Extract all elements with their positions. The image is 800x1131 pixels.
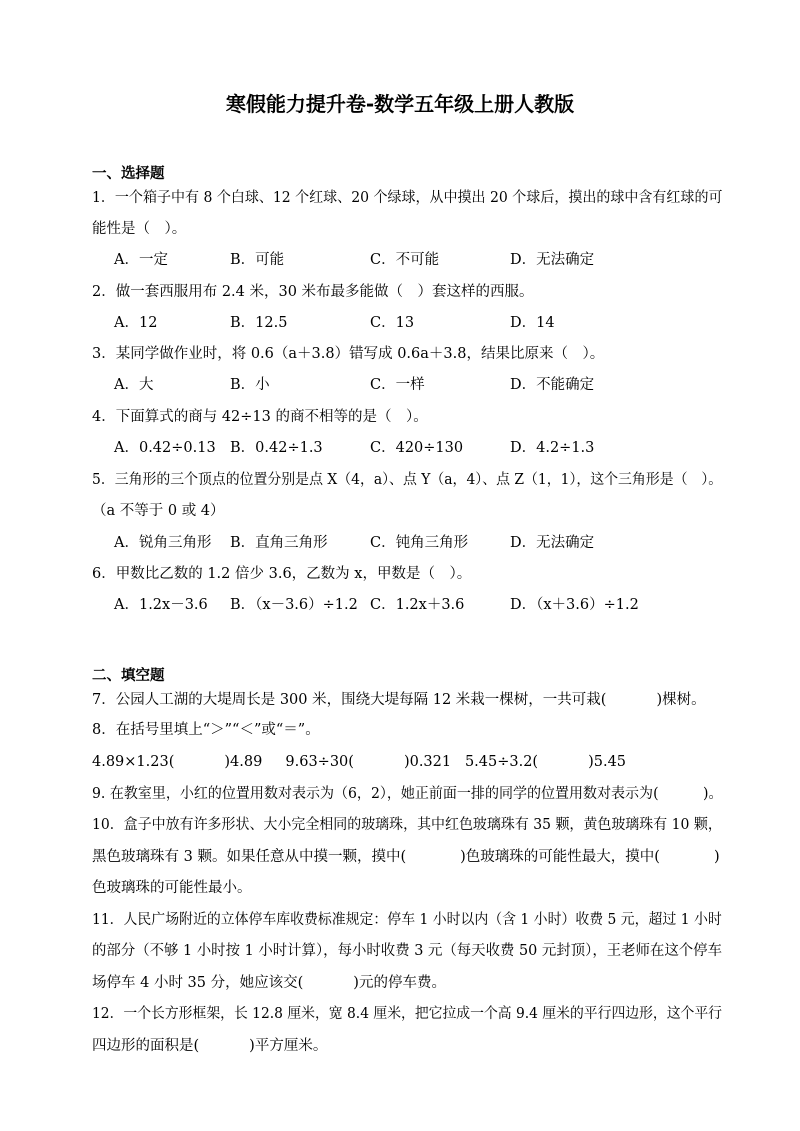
option-d: D．无法确定 <box>510 252 595 268</box>
option-c: C．一样 <box>370 377 425 393</box>
option-b: B．小 <box>230 377 270 393</box>
option-a: A．锐角三角形 <box>114 535 212 551</box>
section-heading-fill-in: 二、填空题 <box>92 668 165 684</box>
question-11-line-3 <box>92 973 722 993</box>
option-b: B．0.42÷1.3 <box>230 440 323 456</box>
question-9-text: 9. 在教室里，小红的位置用数对表示为（6，2），她正前面一排的同学的位置用数对表示为( <box>92 786 659 802</box>
option-b: B．可能 <box>230 252 285 268</box>
question-1-line-2: 能性是（ ）。 <box>92 221 187 237</box>
option-b: B．直角三角形 <box>230 535 328 551</box>
question-5-line-1: 5．三角形的三个顶点的位置分别是点 X（4，a）、点 Y（a，4）、点 Z（1，1），这个三角形是（ ）。 <box>92 472 723 488</box>
question-10-line-3: 色玻璃珠的可能性最小。 <box>92 880 252 896</box>
option-c: C．420÷130 <box>370 440 464 456</box>
section-heading-choice: 一、选择题 <box>92 166 165 182</box>
expression-2-end: )0.321 <box>403 754 452 770</box>
option-d: D．14 <box>510 315 555 331</box>
question-2-line-1: 2．做一套西服用布 2.4 米，30 米布最多能做（ ）套这样的西服。 <box>92 284 534 300</box>
question-12-line-1: 12．一个长方形框架，长 12.8 厘米，宽 8.4 厘米，把它拉成一个高 9.4 厘米的平行四边形，这个平行 <box>92 1006 723 1022</box>
option-d: D．不能确定 <box>510 377 595 393</box>
question-7-text: 7．公园人工湖的大堤周长是 300 米，围绕大堤每隔 12 米栽一棵树，一共可栽( <box>92 692 607 708</box>
question-11-line-2: 的部分（不够 1 小时按 1 小时计算），每小时收费 3 元（每天收费 50 元封顶），王老师在这个停车 <box>92 943 723 959</box>
expression-1: 4.89×1.23( <box>92 754 175 770</box>
question-10-line-1: 10．盒子中放有许多形状、大小完全相同的玻璃珠，其中红色玻璃珠有 35 颗，黄色玻璃珠有 10 颗， <box>92 817 722 833</box>
option-c: C．1.2x＋3.6 <box>370 597 465 613</box>
option-a: A．12 <box>114 315 158 331</box>
page-title: 寒假能力提升卷-数学五年级上册人教版 <box>225 92 575 116</box>
question-10-line-2 <box>92 847 722 867</box>
option-a: A．一定 <box>114 252 168 268</box>
question-8-intro: 8．在括号里填上“＞”“＜”或“＝”。 <box>92 722 320 738</box>
option-d: D．（x＋3.6）÷1.2 <box>510 597 639 613</box>
question-11-line-1: 11．人民广场附近的立体停车库收费标准规定：停车 1 小时以内（含 1 小时）收费 5 元，超过 1 小时 <box>92 912 722 928</box>
question-5-line-2: （a 不等于 0 或 4） <box>92 503 225 519</box>
question-12-line-2 <box>92 1036 722 1056</box>
expression-1-end: )4.89 <box>224 754 263 770</box>
question-12-text: 四边形的面积是( <box>92 1038 200 1054</box>
question-11-text: 场停车 4 小时 35 分，她应该交( <box>92 975 304 991</box>
expression-3-end: )5.45 <box>588 754 627 770</box>
question-4-line-1: 4．下面算式的商与 42÷13 的商不相等的是（ ）。 <box>92 409 428 425</box>
option-a: A．1.2x－3.6 <box>114 597 208 613</box>
option-b: B．（x－3.6）÷1.2 <box>230 597 358 613</box>
option-c: C．钝角三角形 <box>370 535 469 551</box>
option-c: C．不可能 <box>370 252 440 268</box>
option-b: B．12.5 <box>230 315 288 331</box>
question-10-text: 黑色玻璃珠有 3 颗。如果任意从中摸一颗，摸中( <box>92 849 407 865</box>
question-8-expressions <box>92 752 722 772</box>
option-d: D．无法确定 <box>510 535 595 551</box>
option-a: A．大 <box>114 377 154 393</box>
question-10-text-mid: )色玻璃珠的可能性最大，摸中( <box>460 849 660 865</box>
option-d: D．4.2÷1.3 <box>510 440 595 456</box>
question-11-text-end: )元的停车费。 <box>353 975 446 991</box>
question-7-text-end: )棵树。 <box>656 692 706 708</box>
question-12-text-end: )平方厘米。 <box>249 1038 328 1054</box>
question-9 <box>92 784 723 804</box>
expression-3: 5.45÷3.2( <box>464 754 539 770</box>
question-3-line-1: 3．某同学做作业时，将 0.6（a＋3.8）错写成 0.6a＋3.8，结果比原来（ ）。 <box>92 346 605 362</box>
question-10-text-end: ) <box>713 849 720 865</box>
question-7 <box>92 690 722 710</box>
question-6-line-1: 6．甲数比乙数的 1.2 倍少 3.6，乙数为 x，甲数是（ ）。 <box>92 566 472 582</box>
question-1-line-1: 1．一个箱子中有 8 个白球、12 个红球、20 个绿球，从中摸出 20 个球后，摸出的球中含有红球的可 <box>92 190 723 206</box>
question-9-text-end: )。 <box>703 786 723 802</box>
option-c: C．13 <box>370 315 415 331</box>
option-a: A．0.42÷0.13 <box>114 440 216 456</box>
expression-2: 9.63÷30( <box>285 754 354 770</box>
